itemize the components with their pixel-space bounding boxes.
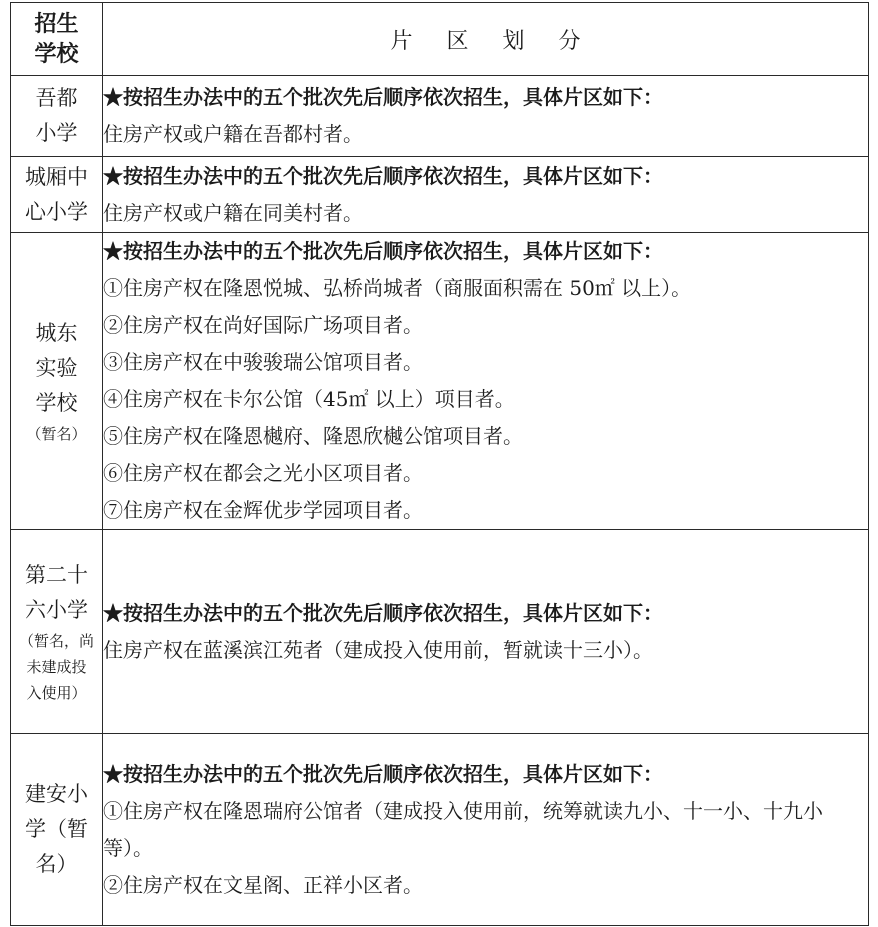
rule-heading: ★按招生办法中的五个批次先后顺序依次招生，具体片区如下： bbox=[103, 600, 663, 625]
header-row bbox=[11, 3, 869, 76]
school-name-line: 建安小 bbox=[25, 782, 88, 806]
header-line: 学校 bbox=[34, 41, 79, 67]
school-name-note: 入使用） bbox=[26, 683, 87, 702]
table-row bbox=[11, 734, 869, 926]
zone-line: ①住房产权在隆恩悦城、弘桥尚城者（商服面积需在 50㎡ 以上）。 bbox=[103, 276, 692, 300]
table-row bbox=[11, 76, 869, 157]
school-name-line: 名） bbox=[35, 852, 78, 876]
school-name-line: 心小学 bbox=[25, 199, 88, 224]
school-name-line: 吾都 bbox=[35, 86, 78, 110]
zone-line: ⑦住房产权在金辉优步学园项目者。 bbox=[103, 498, 423, 522]
zone-description-cell bbox=[103, 734, 869, 926]
zone-line: 住房产权或户籍在同美村者。 bbox=[103, 200, 363, 225]
school-name-note: 未建成投 bbox=[26, 657, 87, 676]
zone-line: 住房产权或户籍在吾都村者。 bbox=[103, 122, 363, 146]
zone-column-header: 片区划分 bbox=[103, 3, 869, 76]
zone-description-cell bbox=[103, 157, 869, 233]
school-name-line: 城厢中 bbox=[25, 164, 88, 189]
school-name-line: 实验 bbox=[35, 355, 78, 380]
table-row bbox=[11, 233, 869, 530]
school-name-cell bbox=[11, 76, 103, 157]
zone-description-cell bbox=[103, 233, 869, 530]
zone-line: ①住房产权在隆恩瑞府公馆者（建成投入使用前，统筹就读九小、十一小、十九小等）。 bbox=[103, 798, 823, 860]
zone-line: ②住房产权在尚好国际广场项目者。 bbox=[103, 313, 423, 337]
rule-heading: ★按招生办法中的五个批次先后顺序依次招生，具体片区如下： bbox=[103, 85, 663, 109]
table-row bbox=[11, 530, 869, 734]
school-name-note: （暂名） bbox=[26, 424, 87, 443]
rule-heading: ★按招生办法中的五个批次先后顺序依次招生，具体片区如下： bbox=[103, 761, 663, 786]
zone-line: ②住房产权在文星阁、正祥小区者。 bbox=[103, 872, 423, 897]
school-name-cell bbox=[11, 233, 103, 530]
school-column-header bbox=[11, 3, 103, 76]
rule-heading: ★按招生办法中的五个批次先后顺序依次招生，具体片区如下： bbox=[103, 239, 663, 263]
school-name-note: （暂名，尚 bbox=[18, 631, 94, 650]
zone-line: 住房产权在蓝溪滨江苑者（建成投入使用前，暂就读十三小）。 bbox=[103, 637, 653, 662]
school-name-cell bbox=[11, 734, 103, 926]
school-name-line: 学（暂 bbox=[25, 817, 88, 841]
zone-description-cell bbox=[103, 76, 869, 157]
zone-line: ③住房产权在中骏骏瑞公馆项目者。 bbox=[103, 350, 423, 374]
school-name-line: 六小学 bbox=[25, 597, 88, 622]
rule-heading: ★按招生办法中的五个批次先后顺序依次招生，具体片区如下： bbox=[103, 163, 663, 188]
zone-description-cell bbox=[103, 530, 869, 734]
school-name-line: 小学 bbox=[35, 121, 78, 145]
school-name-line: 学校 bbox=[35, 390, 78, 415]
table-row bbox=[11, 157, 869, 233]
school-name-cell bbox=[11, 530, 103, 734]
zone-line: ⑥住房产权在都会之光小区项目者。 bbox=[103, 461, 423, 485]
school-name-cell bbox=[11, 157, 103, 233]
school-name-line: 第二十 bbox=[25, 562, 88, 587]
zone-line: ⑤住房产权在隆恩樾府、隆恩欣樾公馆项目者。 bbox=[103, 424, 523, 448]
zoning-table bbox=[10, 2, 869, 926]
header-line: 招生 bbox=[34, 11, 79, 37]
zone-line: ④住房产权在卡尔公馆（45㎡ 以上）项目者。 bbox=[103, 387, 515, 411]
school-name-line: 城东 bbox=[35, 320, 78, 345]
